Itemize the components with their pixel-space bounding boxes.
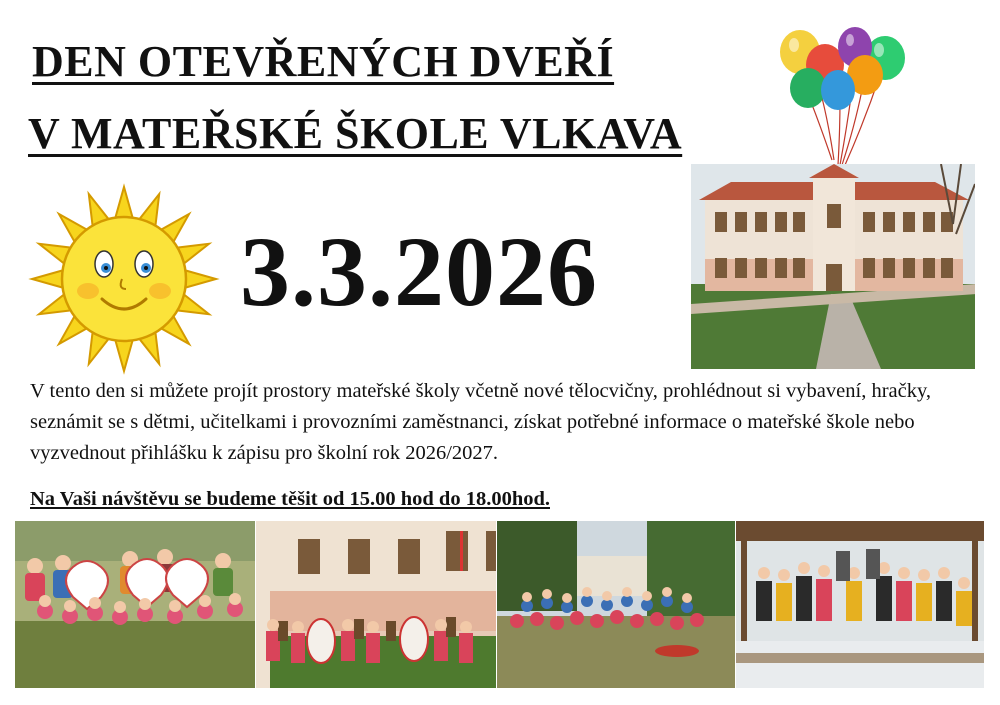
children-in-park-photo bbox=[497, 521, 735, 688]
title-line-2: V MATEŘSKÉ ŠKOLE VLKAVA bbox=[28, 109, 683, 158]
balloons-icon bbox=[770, 20, 920, 170]
sun-icon bbox=[28, 183, 220, 375]
event-description: V tento den si můžete projít prostory mateřské školy včetně nové tělocvičny, prohlédnout si vybavení, hračky, seznámit se s dětmi, učitelkami i provozními zaměstnanci, získat potřebné informace o mateřské škole nebo vyzvednout přihlášku k zápisu pro školní rok 2026/2027. bbox=[30, 380, 932, 464]
visiting-hours: Na Vaši návštěvu se budeme těšit od 15.00 hod do 18.00hod. bbox=[30, 488, 550, 510]
event-date: 3.3.2026 bbox=[240, 216, 598, 327]
children-by-building-photo bbox=[256, 521, 496, 688]
school-building-photo bbox=[691, 164, 975, 369]
title-line-1: DEN OTEVŘENÝCH DVEŘÍ bbox=[32, 37, 615, 86]
children-in-costumes-photo bbox=[736, 521, 984, 688]
children-on-grass-photo bbox=[15, 521, 255, 688]
